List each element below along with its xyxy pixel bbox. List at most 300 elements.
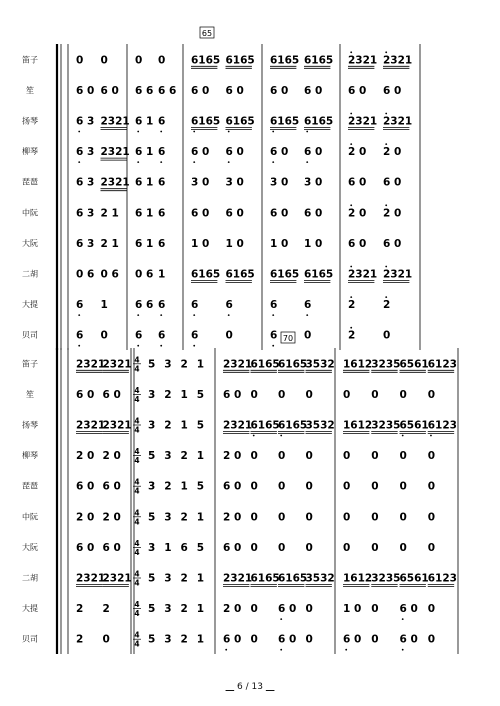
note-group: 1 0 (191, 237, 210, 250)
note-group: 6165 (278, 572, 308, 585)
low-octave-dot (228, 314, 230, 316)
instrument-label: 柳琴 (22, 451, 38, 461)
note-group: 2 1 (100, 207, 119, 220)
note-group: 0 (158, 54, 166, 67)
note-group: 6165 (270, 115, 300, 128)
note-group: 1 0 (304, 237, 323, 250)
low-octave-dot (193, 161, 195, 163)
note-group: 6165 (304, 115, 334, 128)
note-group: 6 0 (304, 146, 323, 159)
note-group: 3 (164, 450, 172, 463)
note-group: 3532 (305, 572, 335, 585)
note-group: 3 0 (225, 176, 244, 189)
time-sig-bottom: 4 (134, 456, 140, 466)
note-group: 6 0 (223, 633, 242, 646)
note-group: 6 (158, 299, 166, 312)
note-group: 3 0 (191, 176, 210, 189)
low-octave-dot (193, 314, 195, 316)
note-group: 2321 (76, 572, 106, 585)
time-sig-bottom: 4 (134, 578, 140, 588)
note-group: 6 0 (223, 541, 242, 554)
high-octave-dot (385, 113, 387, 115)
note-group: 1612 (343, 572, 373, 585)
note-group: 3 (164, 633, 172, 646)
note-group: 2 0 (76, 511, 95, 524)
note-group: 5 (196, 419, 205, 432)
note-group: 6 0 (225, 146, 244, 159)
note-group: 6165 (191, 268, 221, 281)
instrument-label: 大阮 (22, 542, 38, 552)
instrument-label: 中阮 (22, 208, 38, 218)
note-group: 6123 (427, 358, 457, 371)
note-group: 6 0 (270, 84, 289, 97)
note-group: 0 (102, 633, 110, 646)
time-sig-top: 4 (134, 355, 140, 365)
instrument-label: 扬琴 (22, 420, 38, 430)
high-octave-dot (350, 296, 352, 298)
low-octave-dot (430, 435, 432, 437)
time-sig-bottom: 4 (134, 425, 140, 435)
note-group: 2 0 (348, 146, 367, 159)
page-number: 6 / 13 (237, 682, 263, 692)
note-group: 0 (100, 329, 108, 342)
note-group: 6 (270, 299, 278, 312)
note-group: 3235 (371, 572, 401, 585)
note-group: 6 0 (304, 207, 323, 220)
note-group: 0 (427, 480, 436, 493)
note-group: 6 3 (76, 146, 95, 159)
note-group: 6 0 (278, 603, 297, 616)
note-group: 5 (148, 511, 156, 524)
low-octave-dot (272, 131, 274, 133)
low-octave-dot (160, 161, 162, 163)
instrument-label: 扬琴 (22, 116, 38, 126)
note-group: 6 0 (383, 237, 402, 250)
time-sig-top: 4 (134, 416, 140, 426)
note-group: 2321 (223, 358, 253, 371)
note-group: 6 0 (399, 633, 418, 646)
note-group: 2 0 (223, 603, 242, 616)
note-group: 5 (148, 572, 156, 585)
note-group: 0 (250, 603, 258, 616)
note-group: 5 (196, 541, 205, 554)
note-group: 2 (164, 480, 172, 493)
note-group: 6 (76, 329, 84, 342)
note-group: 6 1 (135, 115, 154, 128)
note-group: 5 (148, 603, 156, 616)
low-octave-dot (402, 649, 404, 651)
instrument-label: 琵琶 (22, 177, 38, 187)
note-group: 6165 (304, 54, 334, 67)
time-sig-top: 4 (134, 569, 140, 579)
note-group: 0 (427, 450, 436, 463)
instrument-label: 笙 (26, 85, 34, 95)
note-group: 6165 (278, 419, 308, 432)
low-octave-dot (137, 161, 139, 163)
instrument-label: 大提 (22, 604, 38, 614)
high-octave-dot (350, 143, 352, 145)
note-group: 0 (250, 633, 258, 646)
note-group: 6 (191, 299, 199, 312)
note-group: 6 (158, 115, 166, 128)
note-group: 5 (196, 480, 205, 493)
note-group: 6165 (191, 54, 221, 67)
note-group: 6 (76, 299, 84, 312)
note-group: 2 (180, 511, 188, 524)
note-group: 0 (305, 541, 313, 554)
note-group: 2 (102, 603, 110, 616)
note-group: 6 0 (304, 84, 323, 97)
low-octave-dot (193, 131, 195, 133)
note-group: 6 1 (135, 176, 154, 189)
note-group: 6 0 (343, 633, 362, 646)
low-octave-dot (253, 435, 255, 437)
note-group: 0 (371, 603, 379, 616)
note-group: 5 (148, 633, 156, 646)
note-group: 6 3 (76, 207, 95, 220)
note-group: 0 (305, 511, 313, 524)
note-group: 6 3 (76, 237, 95, 250)
note-group: 1 (164, 541, 172, 554)
instrument-label: 笛子 (22, 359, 38, 369)
note-group: 0 (250, 450, 258, 463)
time-sig-top: 4 (134, 447, 140, 457)
low-octave-dot (280, 618, 282, 620)
note-group: 6 (180, 541, 188, 554)
instrument-label: 二胡 (22, 269, 38, 279)
note-group: 2 0 (76, 450, 95, 463)
note-group: 6165 (250, 572, 280, 585)
note-group: 6 0 (383, 176, 402, 189)
note-group: 6 0 (399, 603, 418, 616)
note-group: 6 0 (270, 207, 289, 220)
note-group: 6 0 (348, 84, 367, 97)
note-group: 6 1 (135, 237, 154, 250)
note-group: 2 0 (348, 207, 367, 220)
instrument-label: 琵琶 (22, 481, 38, 491)
note-group: 6 6 (158, 84, 177, 97)
note-group: 0 (427, 633, 436, 646)
note-group: 1 (158, 268, 166, 281)
note-group: 6 (135, 329, 143, 342)
note-group: 6123 (427, 419, 457, 432)
note-group: 1 0 (343, 603, 362, 616)
note-group: 0 (305, 450, 313, 463)
note-group: 0 (371, 511, 379, 524)
note-group: 2321 (223, 419, 253, 432)
low-octave-dot (78, 131, 80, 133)
note-group: 0 (225, 329, 233, 342)
note-group: 2 (180, 603, 188, 616)
note-group: 0 (427, 603, 436, 616)
time-sig-top: 4 (134, 385, 140, 395)
note-group: 0 (399, 541, 407, 554)
high-octave-dot (350, 113, 352, 115)
note-group: 1 (196, 450, 205, 463)
note-group: 6165 (250, 358, 280, 371)
note-group: 5 (196, 388, 205, 401)
high-octave-dot (385, 296, 387, 298)
low-octave-dot (228, 161, 230, 163)
note-group: 0 (278, 480, 286, 493)
high-octave-dot (350, 204, 352, 206)
low-octave-dot (228, 131, 230, 133)
note-group: 3 (148, 388, 156, 401)
low-octave-dot (306, 161, 308, 163)
note-group: 0 (278, 511, 286, 524)
low-octave-dot (225, 649, 227, 651)
low-octave-dot (78, 161, 80, 163)
note-group: 0 (278, 541, 286, 554)
low-octave-dot (160, 131, 162, 133)
note-group: 0 (278, 388, 286, 401)
note-group: 6165 (270, 54, 300, 67)
note-group: 6 (270, 329, 278, 342)
note-group: 6 0 (76, 388, 95, 401)
note-group: 2321 (348, 268, 378, 281)
note-group: 6 6 (135, 84, 154, 97)
high-octave-dot (350, 327, 352, 329)
note-group: 1 (196, 603, 205, 616)
note-group: 6 0 (191, 146, 210, 159)
note-group: 0 (250, 541, 258, 554)
note-group: 3 0 (304, 176, 323, 189)
instrument-label: 贝司 (22, 330, 38, 340)
note-group: 3 (164, 603, 172, 616)
high-octave-dot (385, 266, 387, 268)
note-group: 6165 (225, 54, 255, 67)
note-group: 2 0 (383, 207, 402, 220)
note-group: 0 (250, 388, 258, 401)
note-group: 2321 (76, 419, 106, 432)
note-group: 2 (348, 329, 356, 342)
note-group: 6 0 (270, 146, 289, 159)
instrument-label: 柳琴 (22, 147, 38, 157)
note-group: 6 0 (225, 207, 244, 220)
note-group: 0 (427, 541, 436, 554)
low-octave-dot (78, 314, 80, 316)
note-group: 3 (164, 358, 172, 371)
time-sig-bottom: 4 (134, 364, 140, 374)
note-group: 3532 (305, 419, 335, 432)
page-number-footer (0, 682, 500, 692)
note-group: 3235 (371, 358, 401, 371)
note-group: 3 (148, 480, 156, 493)
note-group: 6 0 (102, 480, 121, 493)
note-group: 2321 (102, 572, 132, 585)
note-group: 1 (100, 299, 108, 312)
note-group: 3235 (371, 419, 401, 432)
note-group: 0 (343, 511, 351, 524)
note-group: 2321 (348, 115, 378, 128)
time-sig-bottom: 4 (134, 639, 140, 649)
note-group: 0 (399, 388, 407, 401)
note-group: 0 (343, 388, 351, 401)
time-sig-top: 4 (134, 508, 140, 518)
note-group: 2321 (383, 115, 413, 128)
note-group: 2 (180, 358, 188, 371)
rehearsal-mark: 70 (282, 334, 294, 343)
note-group: 6 0 (76, 541, 95, 554)
time-sig-top: 4 (134, 477, 140, 487)
note-group: 2 (76, 603, 84, 616)
note-group: 0 (250, 511, 258, 524)
note-group: 2 (164, 388, 172, 401)
note-group: 2 (180, 572, 188, 585)
low-octave-dot (137, 314, 139, 316)
note-group: 6 (158, 146, 166, 159)
low-octave-dot (280, 435, 282, 437)
note-group: 3 (148, 541, 156, 554)
low-octave-dot (272, 161, 274, 163)
low-octave-dot (160, 345, 162, 347)
note-group: 0 (305, 388, 313, 401)
note-group: 0 (343, 541, 351, 554)
note-group: 0 (371, 541, 379, 554)
high-octave-dot (350, 266, 352, 268)
low-octave-dot (402, 435, 404, 437)
note-group: 6561 (399, 572, 429, 585)
note-group: 0 (371, 450, 379, 463)
note-group: 2 (180, 633, 188, 646)
note-group: 2 0 (223, 450, 242, 463)
time-sig-bottom: 4 (134, 486, 140, 496)
note-group: 2 (76, 633, 84, 646)
note-group: 6123 (427, 572, 457, 585)
note-group: 2321 (383, 268, 413, 281)
note-group: 0 (305, 480, 313, 493)
time-sig-bottom: 4 (134, 609, 140, 619)
instrument-label: 笛子 (22, 55, 38, 65)
note-group: 3532 (305, 358, 335, 371)
instrument-label: 大提 (22, 300, 38, 310)
note-group: 6165 (225, 268, 255, 281)
note-group: 3 (164, 511, 172, 524)
note-group: 3 (148, 419, 156, 432)
note-group: 6 0 (348, 176, 367, 189)
note-group: 0 (399, 511, 407, 524)
note-group: 0 (399, 480, 407, 493)
low-octave-dot (160, 314, 162, 316)
rehearsal-mark: 65 (201, 29, 213, 38)
time-sig-top: 4 (134, 600, 140, 610)
note-group: 2321 (100, 146, 130, 159)
note-group: 6 3 (76, 115, 95, 128)
note-group: 6165 (270, 268, 300, 281)
low-octave-dot (306, 314, 308, 316)
note-group: 0 (305, 603, 313, 616)
low-octave-dot (137, 131, 139, 133)
note-group: 2 1 (100, 237, 119, 250)
note-group: 2 0 (383, 146, 402, 159)
low-octave-dot (272, 345, 274, 347)
time-sig-bottom: 4 (134, 394, 140, 404)
low-octave-dot (137, 345, 139, 347)
note-group: 0 (427, 511, 436, 524)
note-group: 6 (304, 299, 312, 312)
note-group: 1 (180, 419, 188, 432)
note-group: 6 1 (135, 146, 154, 159)
note-group: 6 (225, 299, 233, 312)
note-group: 2 0 (223, 511, 242, 524)
note-group: 0 6 (76, 268, 95, 281)
note-group: 6 0 (76, 84, 95, 97)
note-group: 2321 (223, 572, 253, 585)
note-group: 0 (135, 54, 143, 67)
note-group: 6165 (225, 115, 255, 128)
note-group: 6 (158, 329, 166, 342)
note-group: 6 (158, 237, 166, 250)
note-group: 6 0 (191, 207, 210, 220)
low-octave-dot (345, 649, 347, 651)
note-group: 2321 (76, 358, 106, 371)
note-group: 6 0 (223, 480, 242, 493)
time-sig-top: 4 (134, 630, 140, 640)
note-group: 1 (196, 633, 205, 646)
note-group: 1 (180, 388, 188, 401)
note-group: 0 (371, 633, 379, 646)
note-group: 6 0 (76, 480, 95, 493)
instrument-label: 笙 (26, 389, 34, 399)
note-group: 0 (250, 480, 258, 493)
note-group: 2 (348, 299, 356, 312)
note-group: 6 0 (102, 541, 121, 554)
instrument-label: 中阮 (22, 512, 38, 522)
note-group: 0 (278, 450, 286, 463)
low-octave-dot (78, 345, 80, 347)
time-sig-bottom: 4 (134, 547, 140, 557)
time-sig-bottom: 4 (134, 517, 140, 527)
note-group: 0 (427, 388, 436, 401)
note-group: 1612 (343, 358, 373, 371)
note-group: 6 (191, 329, 199, 342)
note-group: 6 0 (348, 237, 367, 250)
note-group: 0 (305, 633, 313, 646)
note-group: 2321 (102, 419, 132, 432)
note-group: 5 (148, 450, 156, 463)
note-group: 0 (371, 480, 379, 493)
note-group: 2 0 (102, 511, 121, 524)
note-group: 2321 (102, 358, 132, 371)
note-group: 6 0 (278, 633, 297, 646)
note-group: 1612 (343, 419, 373, 432)
note-group: 0 (304, 329, 312, 342)
note-group: 2 (180, 450, 188, 463)
note-group: 1 0 (225, 237, 244, 250)
note-group: 6 6 (135, 299, 154, 312)
note-group: 0 6 (135, 268, 154, 281)
note-group: 3 0 (270, 176, 289, 189)
low-octave-dot (306, 131, 308, 133)
note-group: 5 (148, 358, 156, 371)
note-group: 2 0 (102, 450, 121, 463)
note-group: 6165 (250, 419, 280, 432)
note-group: 6 3 (76, 176, 95, 189)
note-group: 1 (196, 358, 205, 371)
note-group: 0 (343, 450, 351, 463)
note-group: 6 0 (102, 388, 121, 401)
note-group: 6 1 (135, 207, 154, 220)
note-group: 6 0 (223, 388, 242, 401)
low-octave-dot (193, 345, 195, 347)
note-group: 6 (158, 176, 166, 189)
note-group: 6 0 (191, 84, 210, 97)
note-group: 2321 (100, 176, 130, 189)
instrument-label: 二胡 (22, 573, 38, 583)
note-group: 0 (371, 388, 379, 401)
note-group: 3 (164, 572, 172, 585)
time-sig-top: 4 (134, 538, 140, 548)
